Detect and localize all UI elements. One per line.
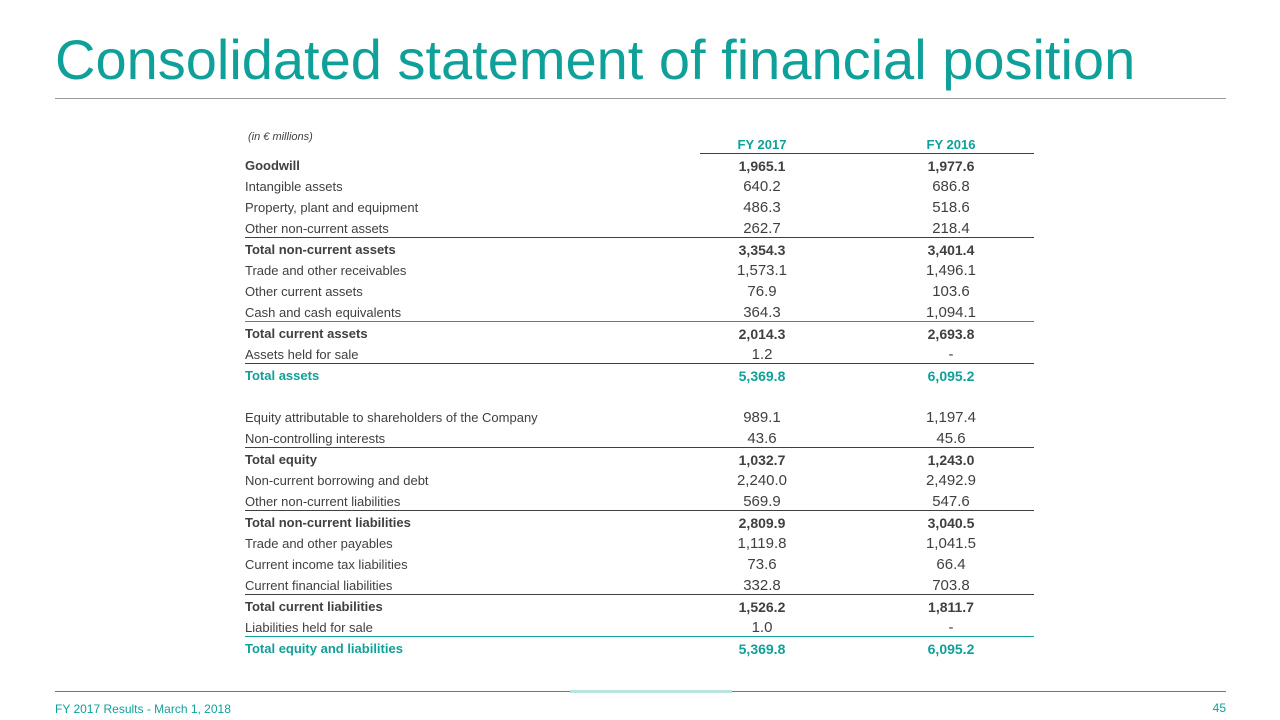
value-fy2017: 1,965.1 xyxy=(738,158,786,174)
value-fy2017: 989.1 xyxy=(743,409,781,426)
value-fy2017: 569.9 xyxy=(743,493,781,510)
footer-text: FY 2017 Results - March 1, 2018 xyxy=(55,702,231,716)
value-fy2016: 6,095.2 xyxy=(927,368,975,384)
table-row xyxy=(245,343,1035,364)
row-label: Total assets xyxy=(245,368,320,383)
value-fy2017: 76.9 xyxy=(747,283,777,300)
row-label: Other non-current liabilities xyxy=(245,494,401,509)
table-row xyxy=(245,322,1035,343)
row-label: Cash and cash equivalents xyxy=(245,305,402,320)
value-fy2016: 518.6 xyxy=(932,199,970,216)
row-label: Total equity xyxy=(245,452,317,467)
value-fy2017: 1.0 xyxy=(751,619,773,636)
table-row xyxy=(245,490,1035,511)
row-label: Trade and other payables xyxy=(245,536,393,551)
value-fy2016: - xyxy=(948,619,954,636)
table-row xyxy=(245,175,1035,196)
row-label: Total non-current assets xyxy=(245,242,396,257)
table-row xyxy=(245,154,1035,175)
page-number: 45 xyxy=(1212,701,1226,715)
table-row xyxy=(245,364,1035,385)
value-fy2016: 1,496.1 xyxy=(925,262,977,279)
value-fy2017: 1,119.8 xyxy=(737,535,787,552)
title-divider xyxy=(55,98,1226,99)
page-title: Consolidated statement of financial position xyxy=(55,28,1136,91)
row-label: Property, plant and equipment xyxy=(245,200,419,215)
table-row xyxy=(245,616,1035,637)
value-fy2017: 486.3 xyxy=(743,199,781,216)
row-label: Non-controlling interests xyxy=(245,431,386,446)
column-header-fy2016: FY 2016 xyxy=(926,137,976,152)
value-fy2016: 3,401.4 xyxy=(927,242,975,258)
value-fy2017: 73.6 xyxy=(747,556,777,573)
row-label: Current income tax liabilities xyxy=(245,557,408,572)
row-label: Non-current borrowing and debt xyxy=(245,473,429,488)
value-fy2016: 686.8 xyxy=(932,178,970,195)
table-row xyxy=(245,511,1035,532)
value-fy2017: 1,032.7 xyxy=(738,452,786,468)
value-fy2017: 1,573.1 xyxy=(736,262,788,279)
value-fy2016: 703.8 xyxy=(932,577,970,594)
value-fy2016: 6,095.2 xyxy=(927,641,975,657)
value-fy2016: 1,811.7 xyxy=(928,599,974,615)
row-label: Equity attributable to shareholders of the Company xyxy=(245,410,538,425)
value-fy2016: 3,040.5 xyxy=(927,515,975,531)
footer-divider-accent xyxy=(570,690,732,693)
value-fy2017: 5,369.8 xyxy=(738,641,786,657)
value-fy2016: 1,094.1 xyxy=(925,304,977,321)
value-fy2016: 1,041.5 xyxy=(925,535,977,552)
units-note: (in € millions) xyxy=(248,131,313,143)
table-row xyxy=(245,574,1035,595)
table-row xyxy=(245,448,1035,469)
value-fy2017: 2,014.3 xyxy=(738,326,786,342)
value-fy2016: 1,977.6 xyxy=(927,158,975,174)
table-row xyxy=(245,280,1035,301)
row-label: Total non-current liabilities xyxy=(245,515,411,530)
table-row xyxy=(245,469,1035,490)
row-label: Total current liabilities xyxy=(245,599,383,614)
value-fy2016: 2,492.9 xyxy=(925,472,977,489)
row-label: Other non-current assets xyxy=(245,221,389,236)
row-label: Other current assets xyxy=(245,284,363,299)
table-row xyxy=(245,196,1035,217)
table-row xyxy=(245,553,1035,574)
column-header-fy2017: FY 2017 xyxy=(737,137,787,152)
value-fy2017: 2,809.9 xyxy=(738,515,786,531)
row-label: Assets held for sale xyxy=(245,347,359,362)
table-row xyxy=(245,217,1035,238)
row-label: Liabilities held for sale xyxy=(245,620,373,635)
value-fy2017: 1,526.2 xyxy=(738,599,786,615)
row-label: Total current assets xyxy=(245,326,368,341)
table-row xyxy=(245,595,1035,616)
value-fy2016: 1,243.0 xyxy=(927,452,975,468)
row-label: Total equity and liabilities xyxy=(245,641,403,656)
value-fy2016: 2,693.8 xyxy=(927,326,975,342)
value-fy2017: 332.8 xyxy=(743,577,781,594)
table-row xyxy=(245,259,1035,280)
row-label: Current financial liabilities xyxy=(245,578,393,593)
row-label: Goodwill xyxy=(245,158,300,173)
value-fy2017: 3,354.3 xyxy=(738,242,786,258)
value-fy2017: 640.2 xyxy=(743,178,781,195)
value-fy2017: 43.6 xyxy=(747,430,777,447)
value-fy2016: 103.6 xyxy=(932,283,970,300)
table-row xyxy=(245,427,1035,448)
value-fy2016: 547.6 xyxy=(932,493,970,510)
value-fy2017: 1.2 xyxy=(751,346,773,363)
row-label: Trade and other receivables xyxy=(245,263,407,278)
value-fy2016: 218.4 xyxy=(932,220,970,237)
value-fy2016: 1,197.4 xyxy=(925,409,977,426)
value-fy2017: 262.7 xyxy=(743,220,781,237)
value-fy2016: 66.4 xyxy=(936,556,966,573)
value-fy2017: 2,240.0 xyxy=(736,472,788,489)
value-fy2017: 5,369.8 xyxy=(738,368,786,384)
value-fy2017: 364.3 xyxy=(743,304,781,321)
table-row xyxy=(245,301,1035,322)
value-fy2016: - xyxy=(948,346,954,363)
row-label: Intangible assets xyxy=(245,179,343,194)
table-row xyxy=(245,406,1035,427)
table-row xyxy=(245,238,1035,259)
table-row xyxy=(245,532,1035,553)
table-row xyxy=(245,637,1035,658)
value-fy2016: 45.6 xyxy=(936,430,966,447)
